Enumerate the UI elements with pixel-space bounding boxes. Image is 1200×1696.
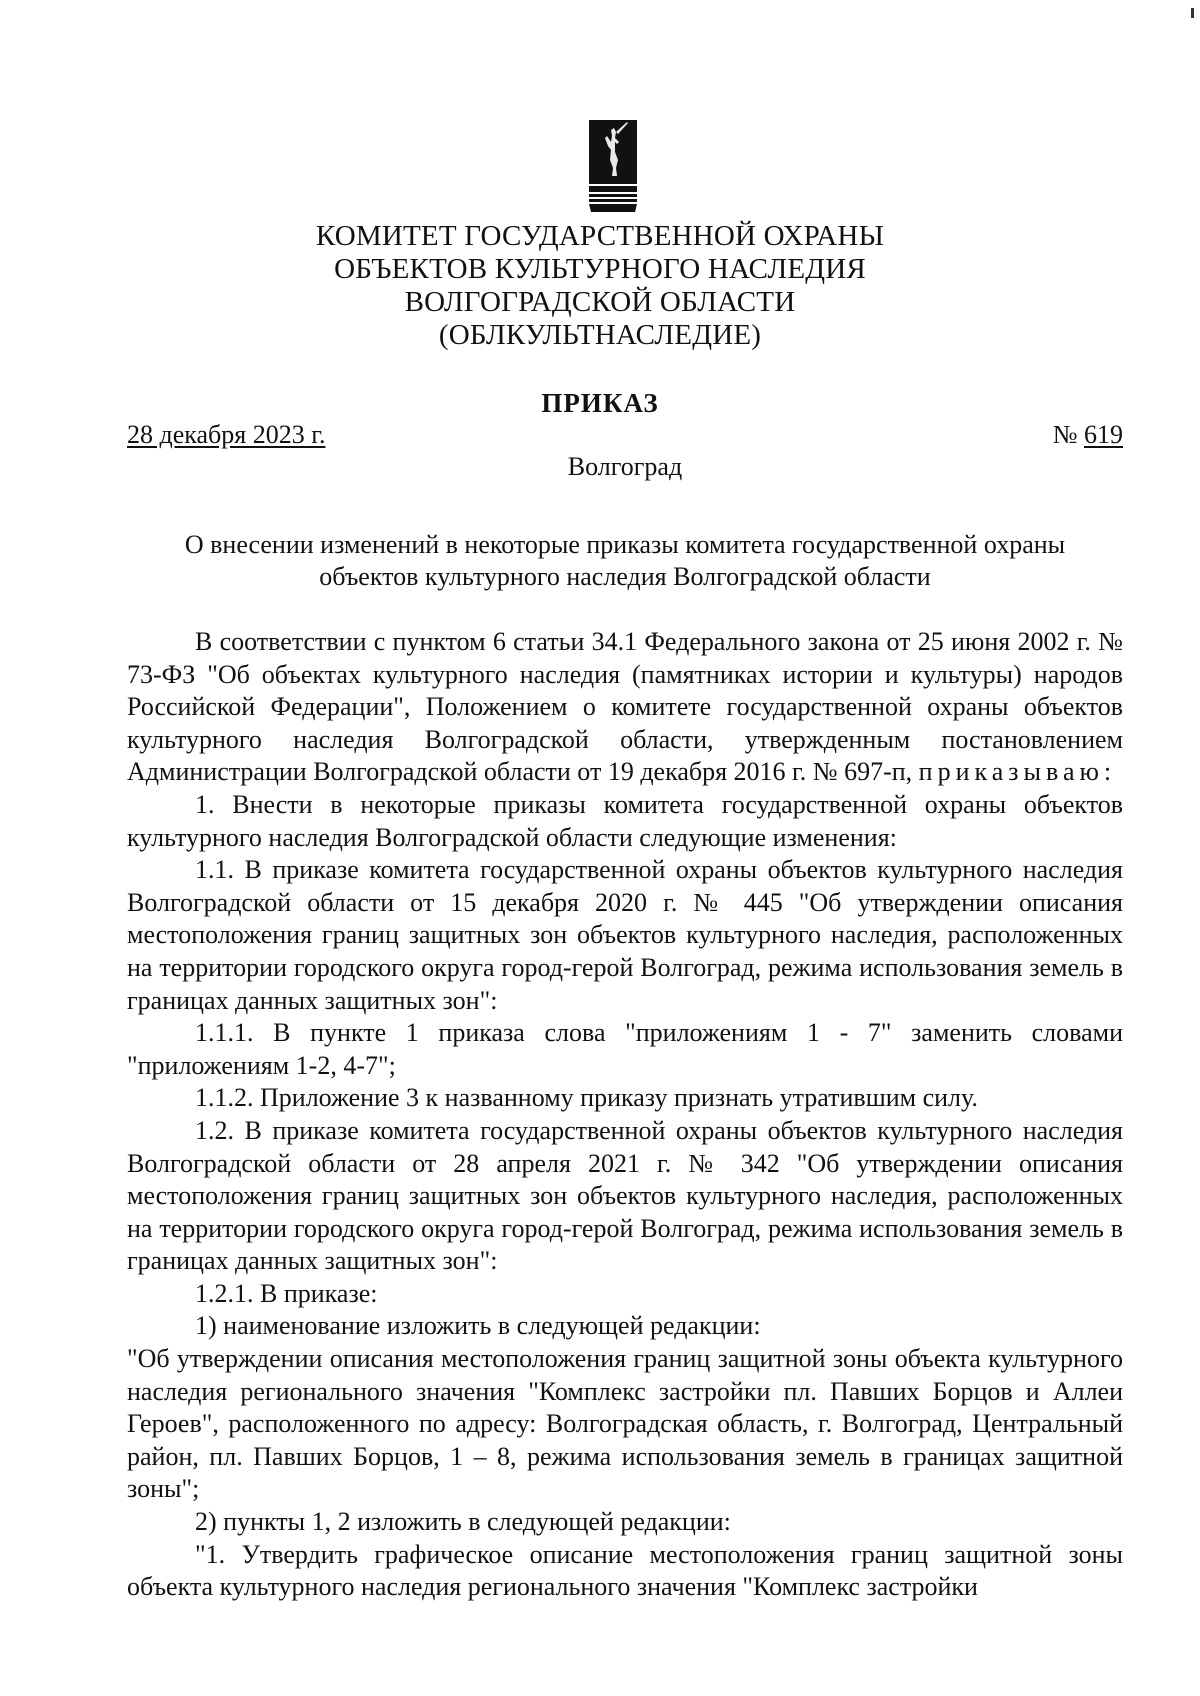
paragraph-1-1-2: 1.1.2. Приложение 3 к названному приказу признать утратившим силу. xyxy=(195,1083,978,1113)
document-title: ПРИКАЗ xyxy=(541,388,659,418)
order-date: 28 декабря 2023 г. xyxy=(127,420,326,449)
list-item-1: 1) наименование изложить в следующей редакции: xyxy=(195,1311,761,1341)
issuer-header xyxy=(200,220,1000,352)
paragraph-1: 1. Внести в некоторые приказы комитета государственной охраны объектов культурного наследия Волгоградской области следующие изменения: xyxy=(127,789,1123,852)
paragraph-1-1: 1.1. В приказе комитета государственной охраны объектов культурного наследия Волгоградской области от 15 декабря 2020 г. № 445 "Об утверждении описания местоположения границ защитных зон объектов культурного наследия, расположенных на территории городского округа город-герой Волгоград, режима использования земель в границах данных защитных зон": xyxy=(127,855,1123,1015)
order-number-value: 619 xyxy=(1084,420,1123,449)
header-line: ОБЪЕКТОВ КУЛЬТУРНОГО НАСЛЕДИЯ xyxy=(334,253,866,285)
quoted-title: "Об утверждении описания местоположения границ защитной зоны объекта культурного наследия регионального значения "Комплекс застройки пл. Павших Борцов и Аллеи Героев", расположенного по адресу: Волгоградская область, г. Волгоград, Центральный район, пл. Павших Борцов, 1 – 8, режима использования земель в границах защитной зоны"; xyxy=(127,1344,1123,1504)
order-subject xyxy=(127,529,1123,593)
order-number-prefix: № xyxy=(1052,420,1084,449)
paragraph-1-2: 1.2. В приказе комитета государственной охраны объектов культурного наследия Волгоградской области от 28 апреля 2021 г. № 342 "Об утверждении описания местоположения границ защитных зон объектов культурного наследия, расположенных на территории городского округа город-герой Волгоград, режима использования земель в границах данных защитных зон": xyxy=(127,1115,1123,1276)
preamble-paragraph xyxy=(127,626,1123,789)
header-line: ВОЛГОГРАДСКОЙ ОБЛАСТИ xyxy=(404,286,796,318)
order-number xyxy=(1053,420,1123,450)
order-body xyxy=(127,626,1123,1604)
subject-line: объектов культурного наследия Волгоградской области xyxy=(319,562,931,591)
list-item-2: 2) пункты 1, 2 изложить в следующей редакции: xyxy=(195,1507,731,1537)
coat-of-arms-icon xyxy=(587,118,639,214)
header-line: (ОБЛКУЛЬТНАСЛЕДИЕ) xyxy=(438,319,762,351)
scan-artifact xyxy=(1191,8,1194,18)
paragraph-1-1-1: 1.1.1. В пункте 1 приказа слова "приложениям 1 - 7" заменить словами "приложениям 1-2, 4-7"; xyxy=(127,1018,1123,1080)
order-word: приказываю: xyxy=(918,757,1117,787)
preamble-text: В соответствии с пунктом 6 статьи 34.1 Федерального закона от 25 июня 2002 г. № 73-ФЗ "Об объектах культурного наследия (памятниках истории и культуры) народов Российской Федерации", Положением о комитете государственной охраны объектов культурного наследия Волгоградской области, утвержденным постановлением Администрации Волгоградской области от 19 декабря 2016 г. № 697-п, xyxy=(127,627,1123,787)
quoted-clause: "1. Утвердить графическое описание местоположения границ защитной зоны объекта культурного наследия регионального значения "Комплекс застройки xyxy=(127,1539,1123,1602)
order-city: Волгоград xyxy=(567,452,683,481)
paragraph-1-2-1: 1.2.1. В приказе: xyxy=(195,1278,378,1308)
header-line: КОМИТЕТ ГОСУДАРСТВЕННОЙ ОХРАНЫ xyxy=(315,220,885,252)
subject-line: О внесении изменений в некоторые приказы комитета государственной охраны xyxy=(184,530,1066,559)
